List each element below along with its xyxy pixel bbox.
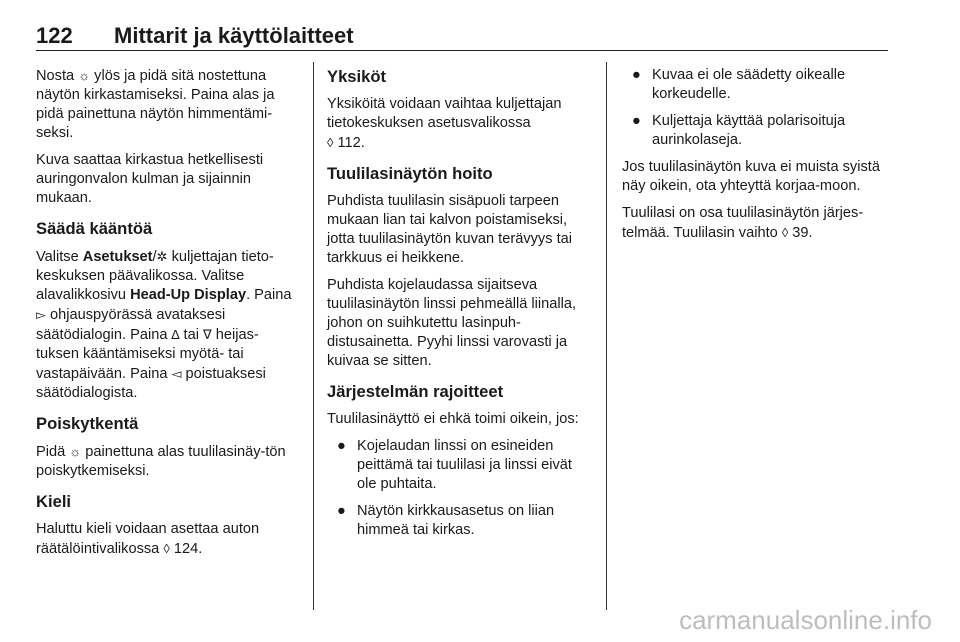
- menu-settings-label: Asetukset: [82, 249, 153, 265]
- heading-units: Yksiköt: [327, 67, 387, 86]
- heading-adjust-rotation: Säädä kääntöä: [36, 219, 153, 238]
- page-header: [36, 22, 888, 51]
- paragraph-language: Haluttu kieli voidaan asettaa auton räätälöintivalikossa ◊ 124.: [36, 521, 260, 557]
- column-2: [327, 66, 593, 548]
- column-1: [36, 66, 300, 567]
- list-item: ● Kuvaa ei ole säädetty oikealle korkeudelle.: [632, 67, 846, 102]
- paragraph-limitations-intro: Tuulilasinäyttö ei ehkä toimi oikein, jos:: [327, 411, 579, 427]
- paragraph-contact-workshop: Jos tuulilasinäytön kuva ei muista syistä näy oikein, ota yhteyttä korjaa-moon.: [622, 159, 880, 194]
- bullet-icon: ●: [337, 438, 346, 454]
- gear-icon: ✲: [156, 249, 168, 264]
- page-reference-icon: ◊: [781, 225, 789, 240]
- heading-switch-off: Poiskytkentä: [36, 414, 139, 433]
- column-divider: [606, 62, 607, 610]
- watermark: carmanualsonline.info: [679, 605, 932, 635]
- paragraph-adjust-rotation: Valitse Asetukset/✲ kuljettajan tieto-keskuksen päävalikossa. Valitse alavalikkosivu Head-Up Display. Paina ▻ ohjauspyörässä avataksesi säätödialogin. Paina ∆ tai ∇ heijas-tuksen kääntämiseksi myötä- tai vastapäivään. Paina ◅ poistuaksesi säätödialogista.: [36, 249, 292, 401]
- back-icon: ◅: [171, 366, 182, 381]
- bullet-icon: ●: [337, 503, 346, 519]
- limitations-list: [327, 437, 593, 540]
- arrow-up-icon: ∆: [171, 327, 180, 342]
- limitations-list-cont: [622, 66, 888, 150]
- page-number: 122: [36, 23, 73, 48]
- paragraph-brightness: Nosta ☼ ylös ja pidä sitä nostettuna näytön kirkastamiseksi. Paina alas ja pidä painettuna näytön himmentämi-seksi.: [36, 68, 275, 141]
- paragraph-switch-off: Pidä ☼ painettuna alas tuulilasinäy-tön poiskytkemiseksi.: [36, 444, 286, 479]
- page-reference[interactable]: 39.: [788, 225, 813, 241]
- paragraph-hud-care-1: Puhdista tuulilasin sisäpuoli tarpeen mukaan lian tai kalvon poistamiseksi, jotta tuulilasinäytön kuvan terävyys tai tarkkuus ei heikkene.: [327, 193, 572, 266]
- list-item: ● Näytön kirkkausasetus on liian himmeä tai kirkas.: [337, 503, 555, 538]
- paragraph-units: Yksiköitä voidaan vaihtaa kuljettajan tietokeskuksen asetusvalikossa ◊ 112.: [327, 96, 562, 151]
- brightness-icon: ☼: [78, 68, 91, 83]
- page-title: Mittarit ja käyttölaitteet: [114, 23, 354, 48]
- brightness-icon: ☼: [69, 444, 82, 459]
- arrow-down-icon: ∇: [203, 327, 212, 342]
- page-reference-icon: ◊: [327, 135, 334, 150]
- column-divider: [313, 62, 314, 610]
- heading-limitations: Järjestelmän rajoitteet: [327, 382, 504, 401]
- bullet-icon: ●: [632, 113, 641, 129]
- page-reference-icon: ◊: [163, 541, 170, 556]
- heading-hud-care: Tuulilasinäytön hoito: [327, 164, 493, 183]
- paragraph-sunlight: Kuva saattaa kirkastua hetkellisesti auringonvalon kulman ja sijainnin mukaan.: [36, 152, 264, 206]
- play-right-icon: ▻: [36, 307, 46, 322]
- paragraph-hud-care-2: Puhdista kojelaudassa sijaitseva tuulilasinäytön linssi pehmeällä liinalla, johon on suihkutettu lasinpuh-distusainetta. Pyyhi linssi varovasti ja kuivaa se sitten.: [327, 277, 577, 369]
- page-reference[interactable]: 124.: [169, 541, 203, 557]
- list-item: ● Kojelaudan linssi on esineiden peittämä tai tuulilasi ja linssi eivät ole puhtaita.: [337, 438, 572, 492]
- column-3: [622, 66, 888, 251]
- heading-language: Kieli: [36, 492, 72, 511]
- menu-hud-label: Head-Up Display: [130, 287, 247, 303]
- page-reference[interactable]: 112.: [333, 135, 365, 151]
- list-item: ● Kuljettaja käyttää polarisoituja aurinkolaseja.: [632, 113, 846, 148]
- bullet-icon: ●: [632, 67, 641, 83]
- paragraph-windscreen: Tuulilasi on osa tuulilasinäytön järjes-telmää. Tuulilasin vaihto ◊ 39.: [622, 205, 864, 241]
